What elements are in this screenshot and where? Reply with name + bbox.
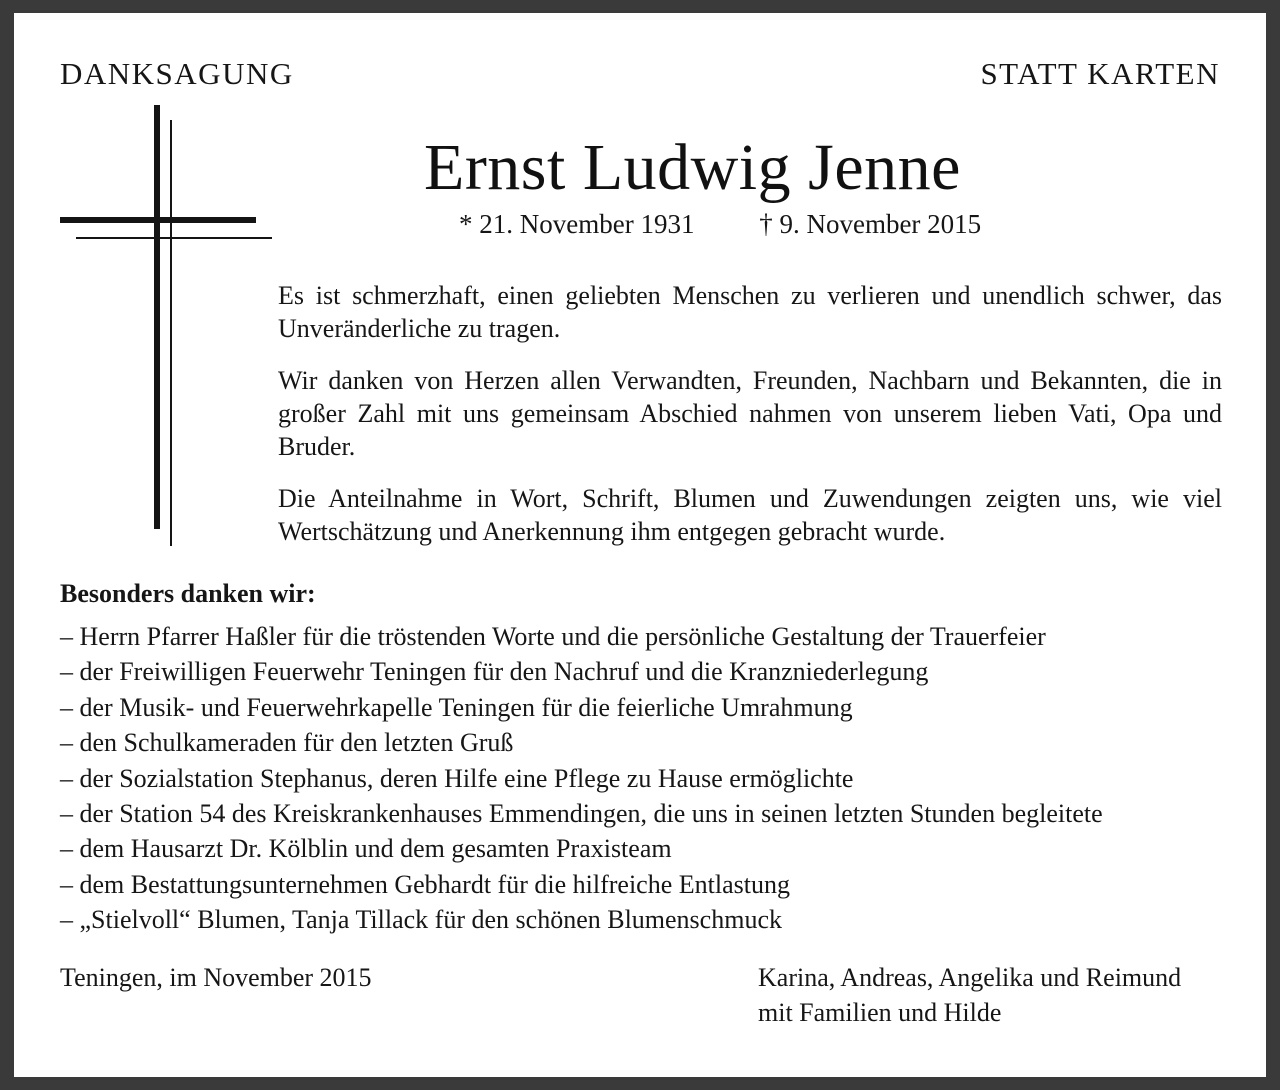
signature-line-2: mit Familien und Hilde (758, 998, 1002, 1027)
place-date: Teningen, im November 2015 (60, 963, 372, 992)
list-item: – den Schulkameraden für den letzten Gruß (60, 725, 1103, 760)
paragraph-3: Die Anteilnahme in Wort, Schrift, Blumen und Zuwendungen zeigten uns, wie viel Wertschätzung und Anerkennung ihm entgegen gebracht wurde. (278, 484, 1222, 546)
list-item: – der Station 54 des Kreiskrankenhauses Emmendingen, die uns in seinen letzten Stunden begleitete (60, 796, 1103, 831)
obituary-card (14, 13, 1266, 1077)
paragraph-1: Es ist schmerzhaft, einen geliebten Menschen zu verlieren und unendlich schwer, das Unveränderliche zu tragen. (278, 281, 1222, 343)
list-item: – dem Bestattungsunternehmen Gebhardt für die hilfreiche Entlastung (60, 867, 1103, 902)
header-right: STATT KARTEN (980, 56, 1220, 91)
list-item: – der Sozialstation Stephanus, deren Hilfe eine Pflege zu Hause ermöglichte (60, 761, 1103, 796)
cross-main-vertical (154, 105, 160, 529)
deceased-name: Ernst Ludwig Jenne (424, 131, 961, 204)
signature-line-1: Karina, Andreas, Angelika und Reimund (758, 963, 1182, 992)
cross-main-horizontal (60, 217, 256, 223)
life-dates (459, 207, 981, 241)
death-date: † 9. November 2015 (759, 209, 982, 239)
special-thanks-heading: Besonders danken wir: (60, 579, 316, 608)
paragraph-2: Wir danken von Herzen allen Verwandten, Freunden, Nachbarn und Bekannten, die in großer Zahl mit uns gemeinsam Abschied nahmen von unserem lieben Vati, Opa und Bruder. (278, 366, 1222, 461)
list-item: – „Stielvoll“ Blumen, Tanja Tillack für den schönen Blumenschmuck (60, 902, 1103, 937)
list-item: – dem Hausarzt Dr. Kölblin und dem gesamten Praxisteam (60, 831, 1103, 866)
birth-date: * 21. November 1931 (459, 209, 695, 239)
cross-thin-horizontal (76, 237, 272, 239)
header-left: DANKSAGUNG (60, 56, 294, 91)
list-item: – der Freiwilligen Feuerwehr Teningen für den Nachruf und die Kranzniederlegung (60, 654, 1103, 689)
list-item: – Herrn Pfarrer Haßler für die tröstenden Worte und die persönliche Gestaltung der Trauerfeier (60, 619, 1103, 654)
cross-thin-vertical (170, 120, 172, 546)
thanks-list (60, 619, 1103, 938)
list-item: – der Musik- und Feuerwehrkapelle Teningen für die feierliche Umrahmung (60, 690, 1103, 725)
